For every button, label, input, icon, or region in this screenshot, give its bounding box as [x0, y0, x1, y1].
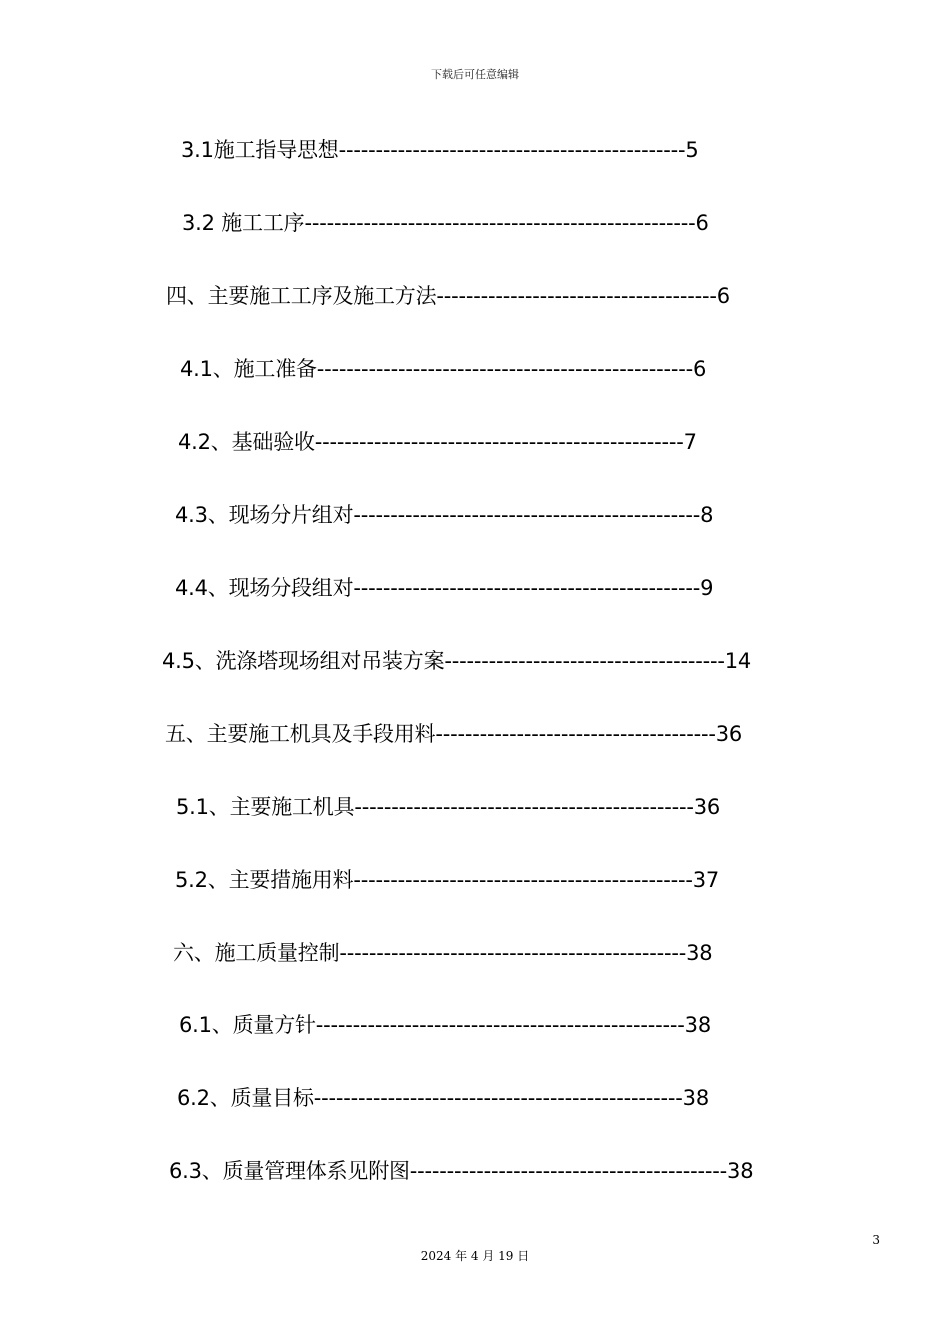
toc-entry-4-2[interactable]: 4.2、基础验收--------------------------------------------------7 — [178, 430, 697, 454]
toc-entry-4-1[interactable]: 4.1、施工准备---------------------------------------------------6 — [180, 357, 707, 381]
toc-entry-4-3[interactable]: 4.3、现场分片组对-----------------------------------------------8 — [175, 503, 714, 527]
page-header: 下载后可任意编辑 — [431, 68, 519, 81]
toc-entry-3-1[interactable]: 3.1施工指导思想-----------------------------------------------5 — [181, 138, 699, 162]
toc-entry-5-2[interactable]: 5.2、主要措施用料----------------------------------------------37 — [175, 868, 720, 892]
toc-entry-chapter-5[interactable]: 五、主要施工机具及手段用料--------------------------------------36 — [165, 722, 743, 746]
toc-entry-6-1[interactable]: 6.1、质量方针--------------------------------------------------38 — [179, 1013, 712, 1037]
toc-entry-4-4[interactable]: 4.4、现场分段组对-----------------------------------------------9 — [175, 576, 714, 600]
toc-entry-6-2[interactable]: 6.2、质量目标--------------------------------------------------38 — [177, 1086, 710, 1110]
page-number: 3 — [872, 1233, 880, 1247]
page-footer-date: 2024 年 4 月 19 日 — [420, 1249, 530, 1263]
toc-entry-chapter-6[interactable]: 六、施工质量控制-----------------------------------------------38 — [173, 941, 713, 965]
toc-entry-5-1[interactable]: 5.1、主要施工机具----------------------------------------------36 — [176, 795, 721, 819]
toc-entry-4-5[interactable]: 4.5、洗涤塔现场组对吊装方案--------------------------------------14 — [162, 649, 752, 673]
toc-entry-chapter-4[interactable]: 四、主要施工工序及施工方法--------------------------------------6 — [166, 284, 730, 308]
toc-entry-6-3[interactable]: 6.3、质量管理体系见附图-------------------------------------------38 — [169, 1159, 754, 1183]
toc-entry-3-2[interactable]: 3.2 施工工序-----------------------------------------------------6 — [182, 211, 709, 235]
